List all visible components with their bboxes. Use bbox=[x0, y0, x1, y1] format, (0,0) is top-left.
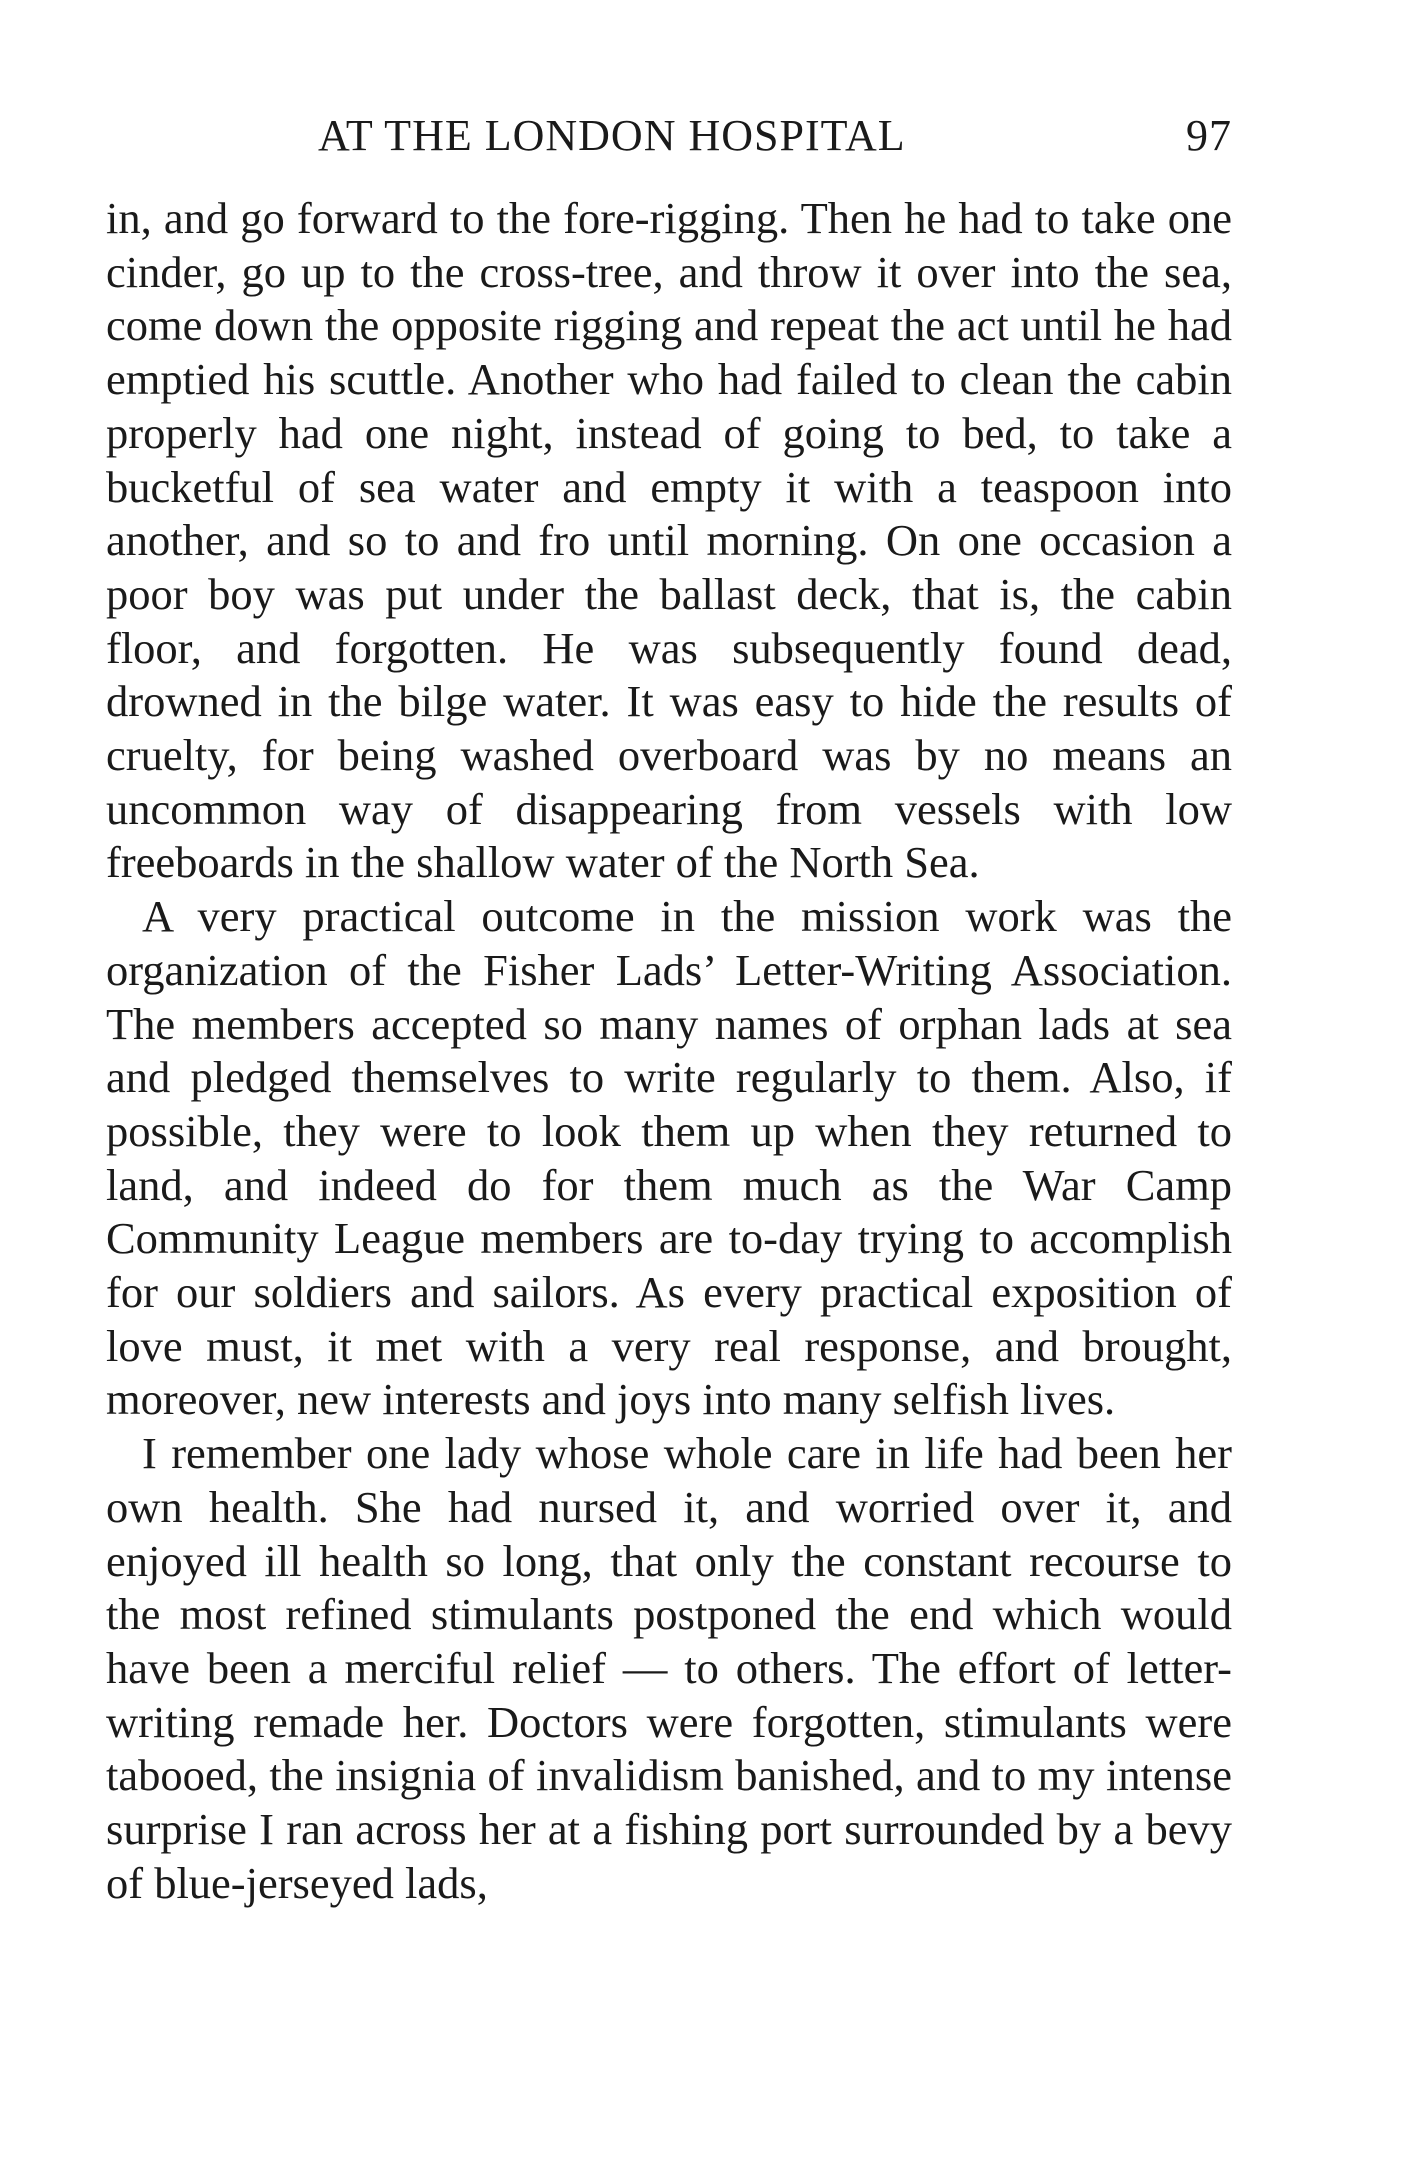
paragraph-lady-health: I remember one lady whose whole care in life had been her own health. She had nursed it, and worried over it, and enjoyed ill health so long, that only the constant recourse to the most refined stimulants postponed the end which would have been a merciful relief — to others. The effort of letter-writing remade her. Doctors were forgotten, stimulants were tabooed, the insignia of invalidism banished, and to my intense surprise I ran across her at a fishing port surrounded by a bevy of blue-jerseyed lads, bbox=[106, 1428, 1232, 1908]
paragraph-continued: in, and go forward to the fore-rigging. Then he had to take one cinder, go up to the cross-tree, and throw it over into the sea, come down the opposite rigging and repeat the act until he had emptied his scuttle. Another who had failed to clean the cabin properly had one night, instead of going to bed, to take a bucketful of sea water and empty it with a teaspoon into another, and so to and fro until morning. On one occasion a poor boy was put under the ballast deck, that is, the cabin floor, and forgotten. He was subsequently found dead, drowned in the bilge water. It was easy to hide the results of cruelty, for being washed overboard was by no means an uncommon way of disappearing from vessels with low freeboards in the shallow water of the North Sea. bbox=[106, 193, 1232, 888]
page-header bbox=[106, 110, 1232, 166]
paragraph-letter-writing-association: A very practical outcome in the mission work was the organization of the Fisher Lads’ Letter-Writing Association. The members accepted so many names of orphan lads at sea and pledged themselves to write regularly to them. Also, if possible, they were to look them up when they returned to land, and indeed do for them much as the War Camp Community League members are to-day trying to accomplish for our soldiers and sailors. As every practical exposition of love must, it met with a very real response, and brought, moreover, new interests and joys into many selfish lives. bbox=[106, 891, 1232, 1425]
body-text bbox=[106, 192, 1232, 1911]
running-head: AT THE LONDON HOSPITAL bbox=[318, 111, 906, 160]
page-number: 97 bbox=[1186, 111, 1232, 160]
